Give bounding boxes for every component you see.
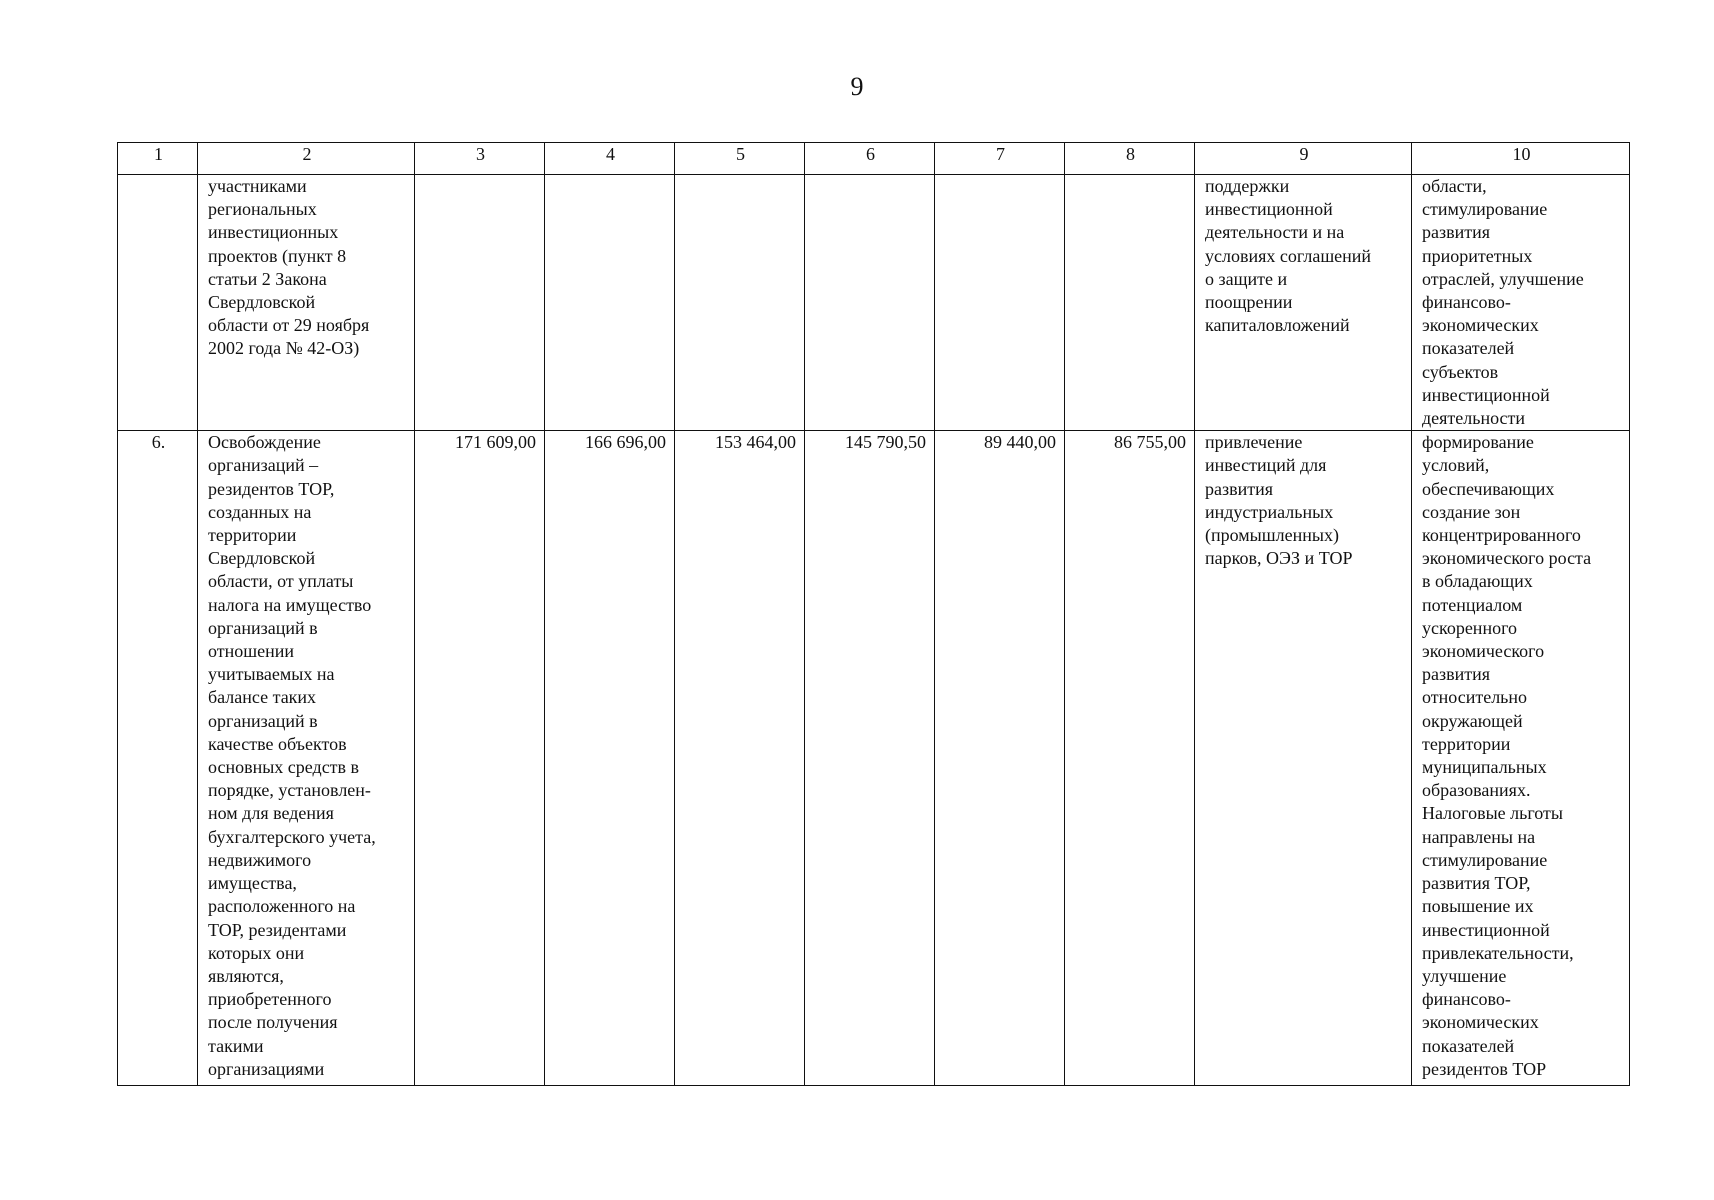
goal-text: привлечение инвестиций для развития индустриальных (промышленных) парков, ОЭЗ и ТОР [1205,432,1353,569]
amount-cell: 166 696,00 [545,431,675,1086]
column-number: 9 [1195,143,1412,175]
table-row [118,431,1630,1086]
goal-text: поддержки инвестиционной деятельности и на условиях соглашений о защите и поощрении капиталовложений [1205,176,1372,336]
benefit-description: участниками региональных инвестиционных проектов (пункт 8 статьи 2 Закона Свердловской области от 29 ноября 2002 года № 42-ОЗ) [208,176,370,359]
goal-cell [1195,175,1412,431]
table-row [118,175,1630,431]
column-number: 10 [1412,143,1630,175]
column-number: 6 [805,143,935,175]
amount-cell [935,175,1065,431]
amount-cell [805,175,935,431]
column-number: 5 [675,143,805,175]
effect-cell [1412,431,1630,1086]
goal-cell [1195,431,1412,1086]
effect-cell [1412,175,1630,431]
page-number: 9 [850,72,864,101]
amount-cell: 86 755,00 [1065,431,1195,1086]
amount-cell [1065,175,1195,431]
amount-cell [415,175,545,431]
column-number: 7 [935,143,1065,175]
benefits-table [117,142,1630,1086]
benefit-description-cell [198,175,415,431]
column-number: 8 [1065,143,1195,175]
amount-cell: 171 609,00 [415,431,545,1086]
amount-cell: 153 464,00 [675,431,805,1086]
benefit-description: Освобождение организаций – резидентов ТОР, созданных на территории Свердловской области, от уплаты налога на имущество организаций в отношении учитываемых на балансе таких организаций в качестве объектов основных средств в порядке, установлен- ном для ведения бухгалтерского учета, недвижимого имущества, расположенного на ТОР, резидентами которых они являются, приобретенного после получения такими организациями [208,432,376,1079]
column-number: 2 [198,143,415,175]
amount-cell: 145 790,50 [805,431,935,1086]
effect-text: формирование условий, обеспечивающих создание зон концентрированного экономического роста в обладающих потенциалом ускоренного экономического развития относительно окружающей территории муниципальных образованиях. Налоговые льготы направлены на стимулирование развития ТОР, повышение их инвестиционной привлекательности, улучшение финансово- экономических показателей резидентов ТОР [1422,432,1592,1079]
row-number-cell [118,175,198,431]
amount-cell: 89 440,00 [935,431,1065,1086]
row-number: 6. [151,432,166,453]
amount-cell [545,175,675,431]
column-number: 3 [415,143,545,175]
column-number: 4 [545,143,675,175]
column-number: 1 [118,143,198,175]
amount-cell [675,175,805,431]
benefit-description-cell [198,431,415,1086]
row-number-cell [118,431,198,1086]
effect-text: области, стимулирование развития приоритетных отраслей, улучшение финансово- экономических показателей субъектов инвестиционной деятельности [1422,176,1584,429]
column-number-row [118,143,1630,175]
